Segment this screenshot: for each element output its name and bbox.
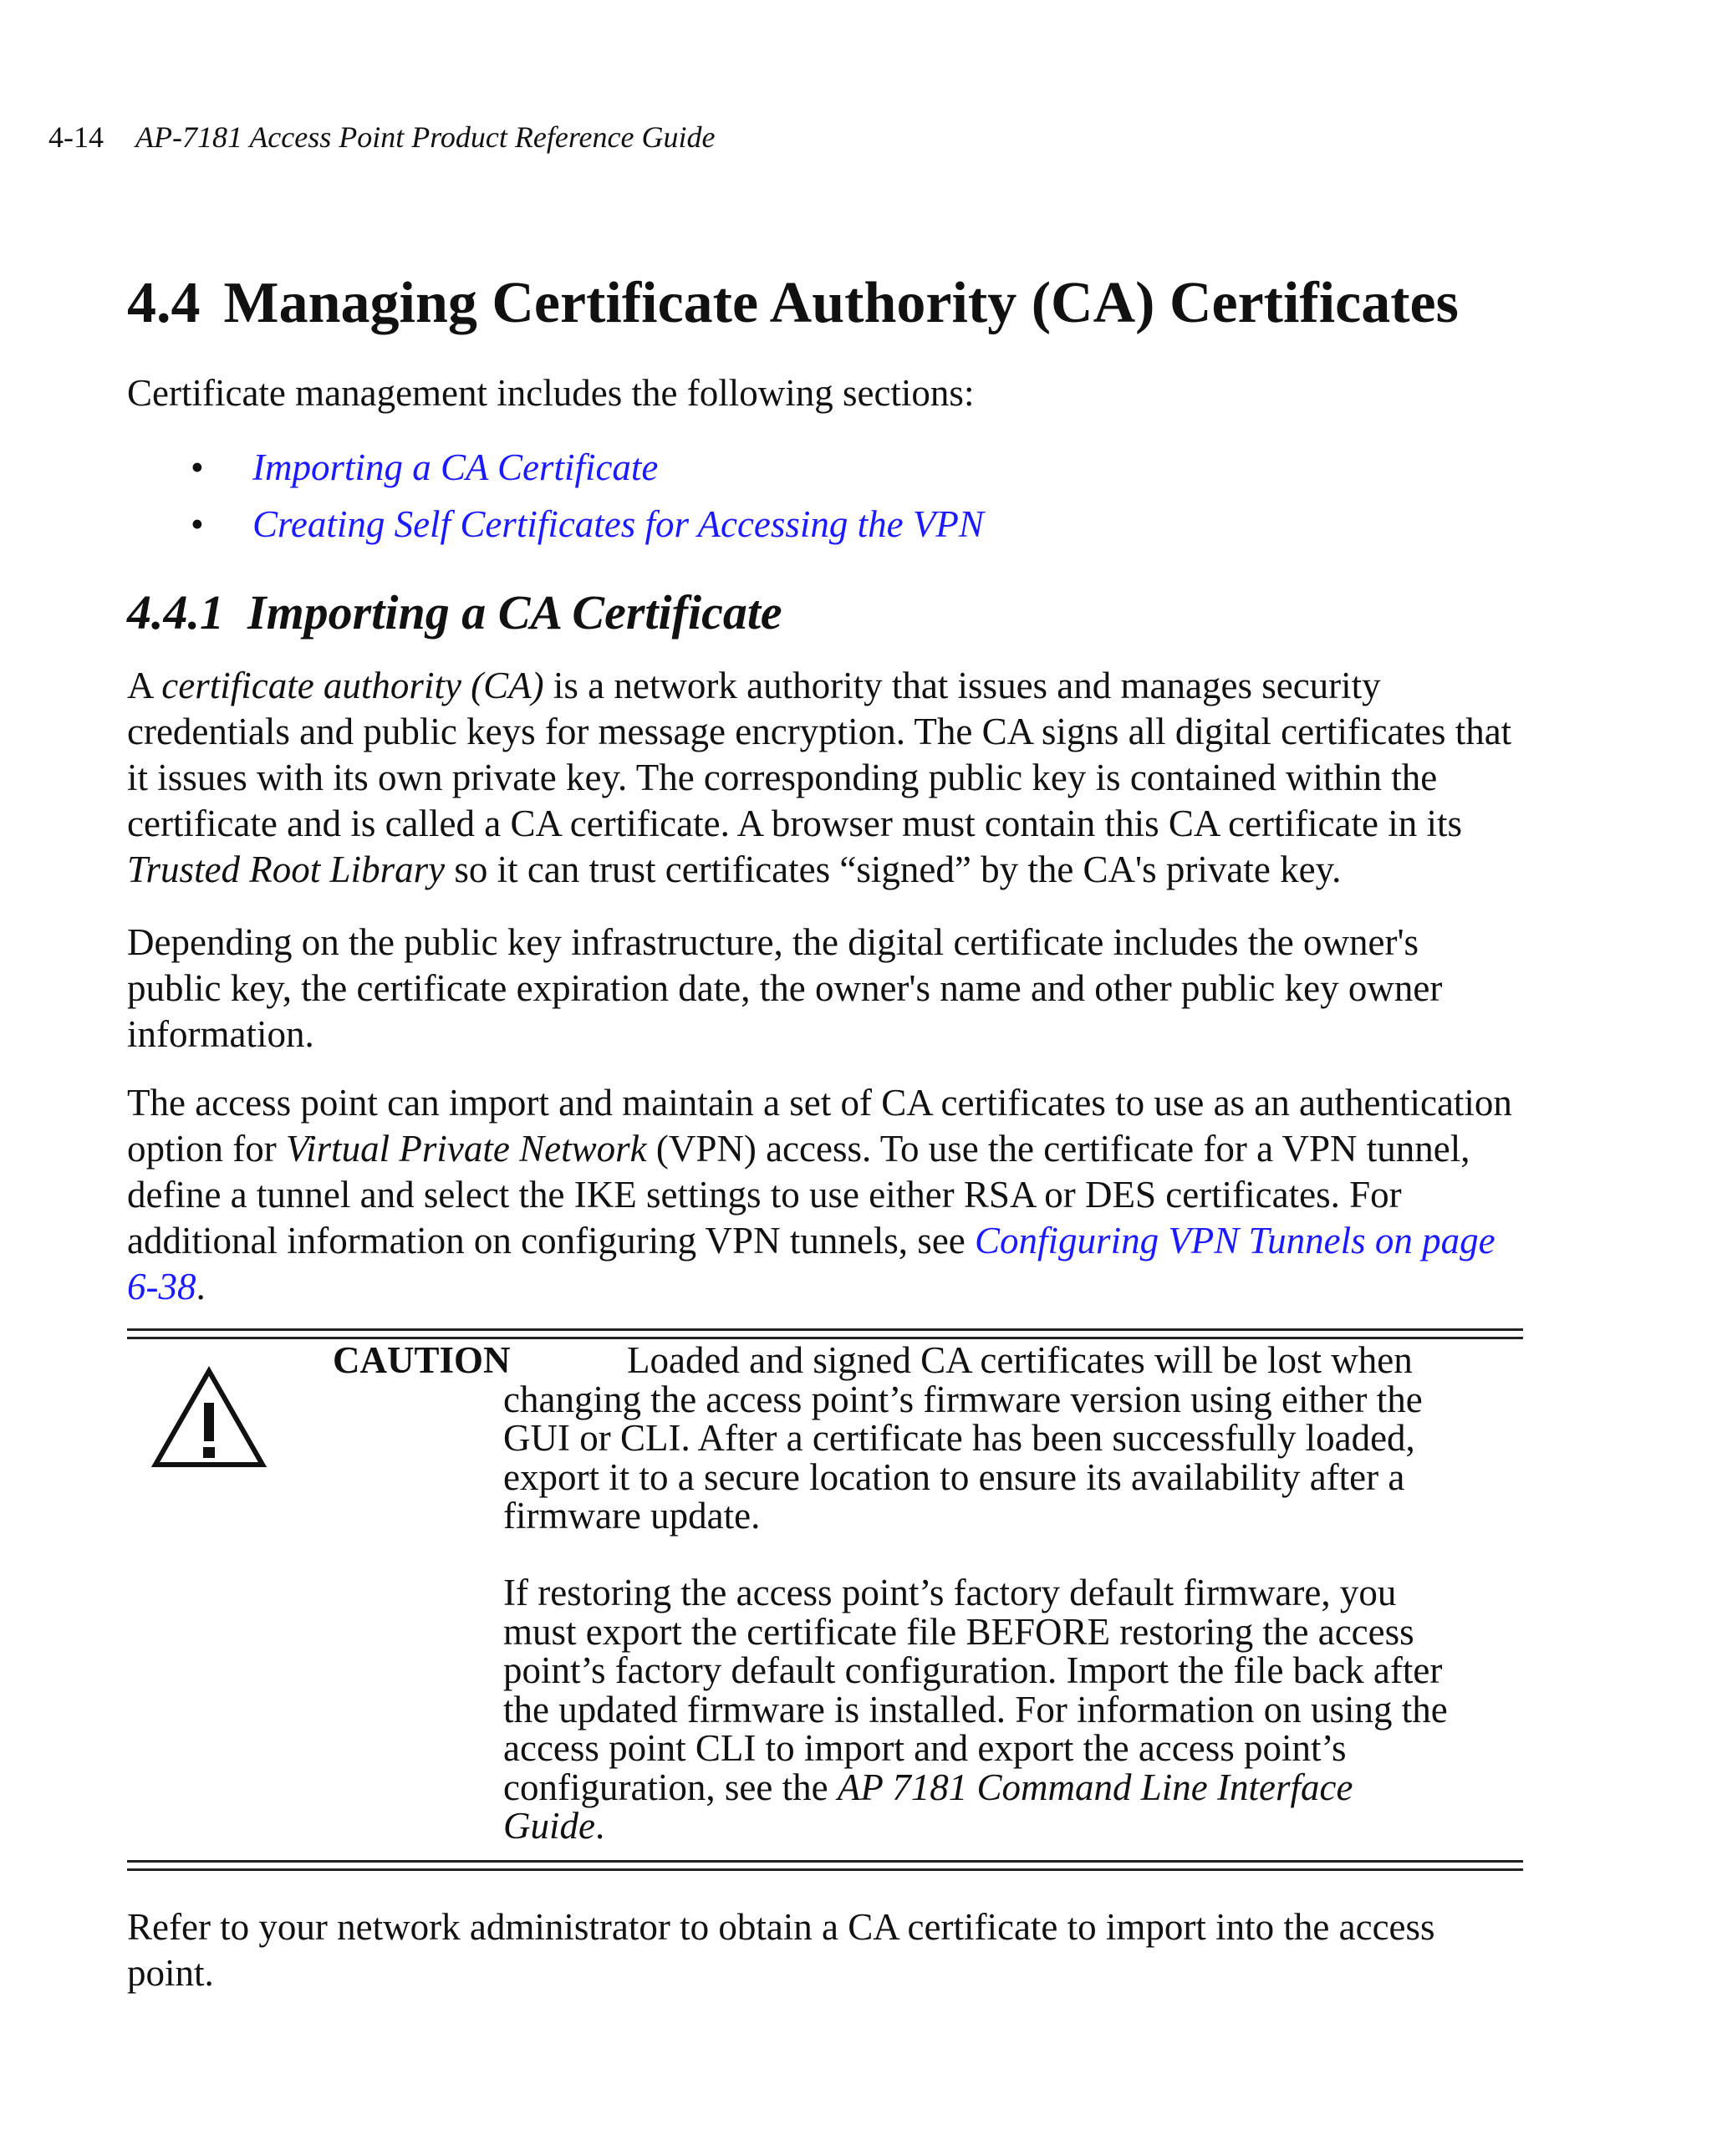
caution-text-2 <box>503 1573 1456 1846</box>
guide-title: AP-7181 Access Point Product Reference Guide <box>135 120 716 154</box>
text-run: A <box>127 665 162 706</box>
term-certificate-authority: certificate authority (CA) <box>161 665 544 706</box>
paragraph-pki: Depending on the public key infrastructure, the digital certificate includes the owner's public key, the certificate expiration date, the owner's name and other public key owner information. <box>127 921 1443 1055</box>
text-run: is a network authority that issues and manages security credentials and public keys for message encryption. The CA signs all digital certificates that it issues with its own private key. The corresponding public key is contained within the certificate and is called a CA certificate. A browser must contain this CA certificate in its <box>127 665 1512 844</box>
text-run: . <box>594 1805 605 1847</box>
term-trusted-root-library: Trusted Root Library <box>127 849 446 890</box>
caution-box <box>127 1328 1523 1873</box>
running-header <box>48 119 715 155</box>
list-item <box>127 496 984 553</box>
text-run: Loaded and signed CA certificates will be lost when changing the access point’s firmware version using either the GUI or CLI. After a certificate has been successfully loaded, export it to a secure location to ensure its availability after a firmware update. <box>503 1339 1423 1537</box>
section-title: Managing Certificate Authority (CA) Certificates <box>223 271 1459 335</box>
list-item <box>127 439 984 496</box>
text-run: The access point can import and maintain a set of CA certificates to use as an authentication option for <box>127 1082 1512 1170</box>
link-importing-ca-certificate[interactable]: Importing a CA Certificate <box>252 446 659 488</box>
bullet-icon: • <box>191 503 204 545</box>
page-number: 4-14 <box>48 120 104 154</box>
divider <box>127 1328 1523 1331</box>
section-link-list <box>127 439 984 553</box>
warning-triangle-icon <box>150 1366 268 1470</box>
divider <box>127 1868 1523 1871</box>
text-run: . <box>196 1266 206 1307</box>
subsection-number: 4.4.1 <box>127 585 224 640</box>
paragraph-ca-definition <box>127 663 1515 893</box>
paragraph-refer-admin: Refer to your network administrator to obtain a CA certificate to import into the access point. <box>127 1906 1435 1994</box>
section-number: 4.4 <box>127 271 201 335</box>
caution-label: CAUTION <box>333 1339 511 1381</box>
text-run: so it can trust certificates “signed” by the CA's private key. <box>445 849 1342 890</box>
divider <box>127 1860 1523 1863</box>
text-run: (VPN) access. To use the certificate for a VPN tunnel, define a tunnel and select the IKE settings to use either RSA or DES certificates. For additional information on configuring VPN tunnels, see <box>127 1128 1470 1261</box>
paragraph-vpn-access <box>127 1080 1515 1310</box>
text-run: If restoring the access point’s factory default firmware, you must export the certificate file BEFORE restoring the access point’s factory default configuration. Import the file back after the updated firmware is installed. For information on using the access point CLI to import and export the access point’s configuration, see the <box>503 1572 1448 1808</box>
link-configuring-vpn-tunnels[interactable]: Configuring VPN Tunnels on page 6-38 <box>127 1220 1495 1307</box>
section-heading <box>127 266 1459 341</box>
caution-text-1 <box>503 1341 1456 1536</box>
link-creating-self-certificates[interactable]: Creating Self Certificates for Accessing the VPN <box>252 503 984 545</box>
term-virtual-private-network: Virtual Private Network <box>285 1128 647 1170</box>
subsection-heading <box>127 582 782 644</box>
term-cli-guide: AP 7181 Command Line Interface Guide <box>503 1766 1353 1847</box>
subsection-title: Importing a CA Certificate <box>247 585 782 640</box>
bullet-icon: • <box>191 446 204 488</box>
section-intro: Certificate management includes the following sections: <box>127 372 975 414</box>
